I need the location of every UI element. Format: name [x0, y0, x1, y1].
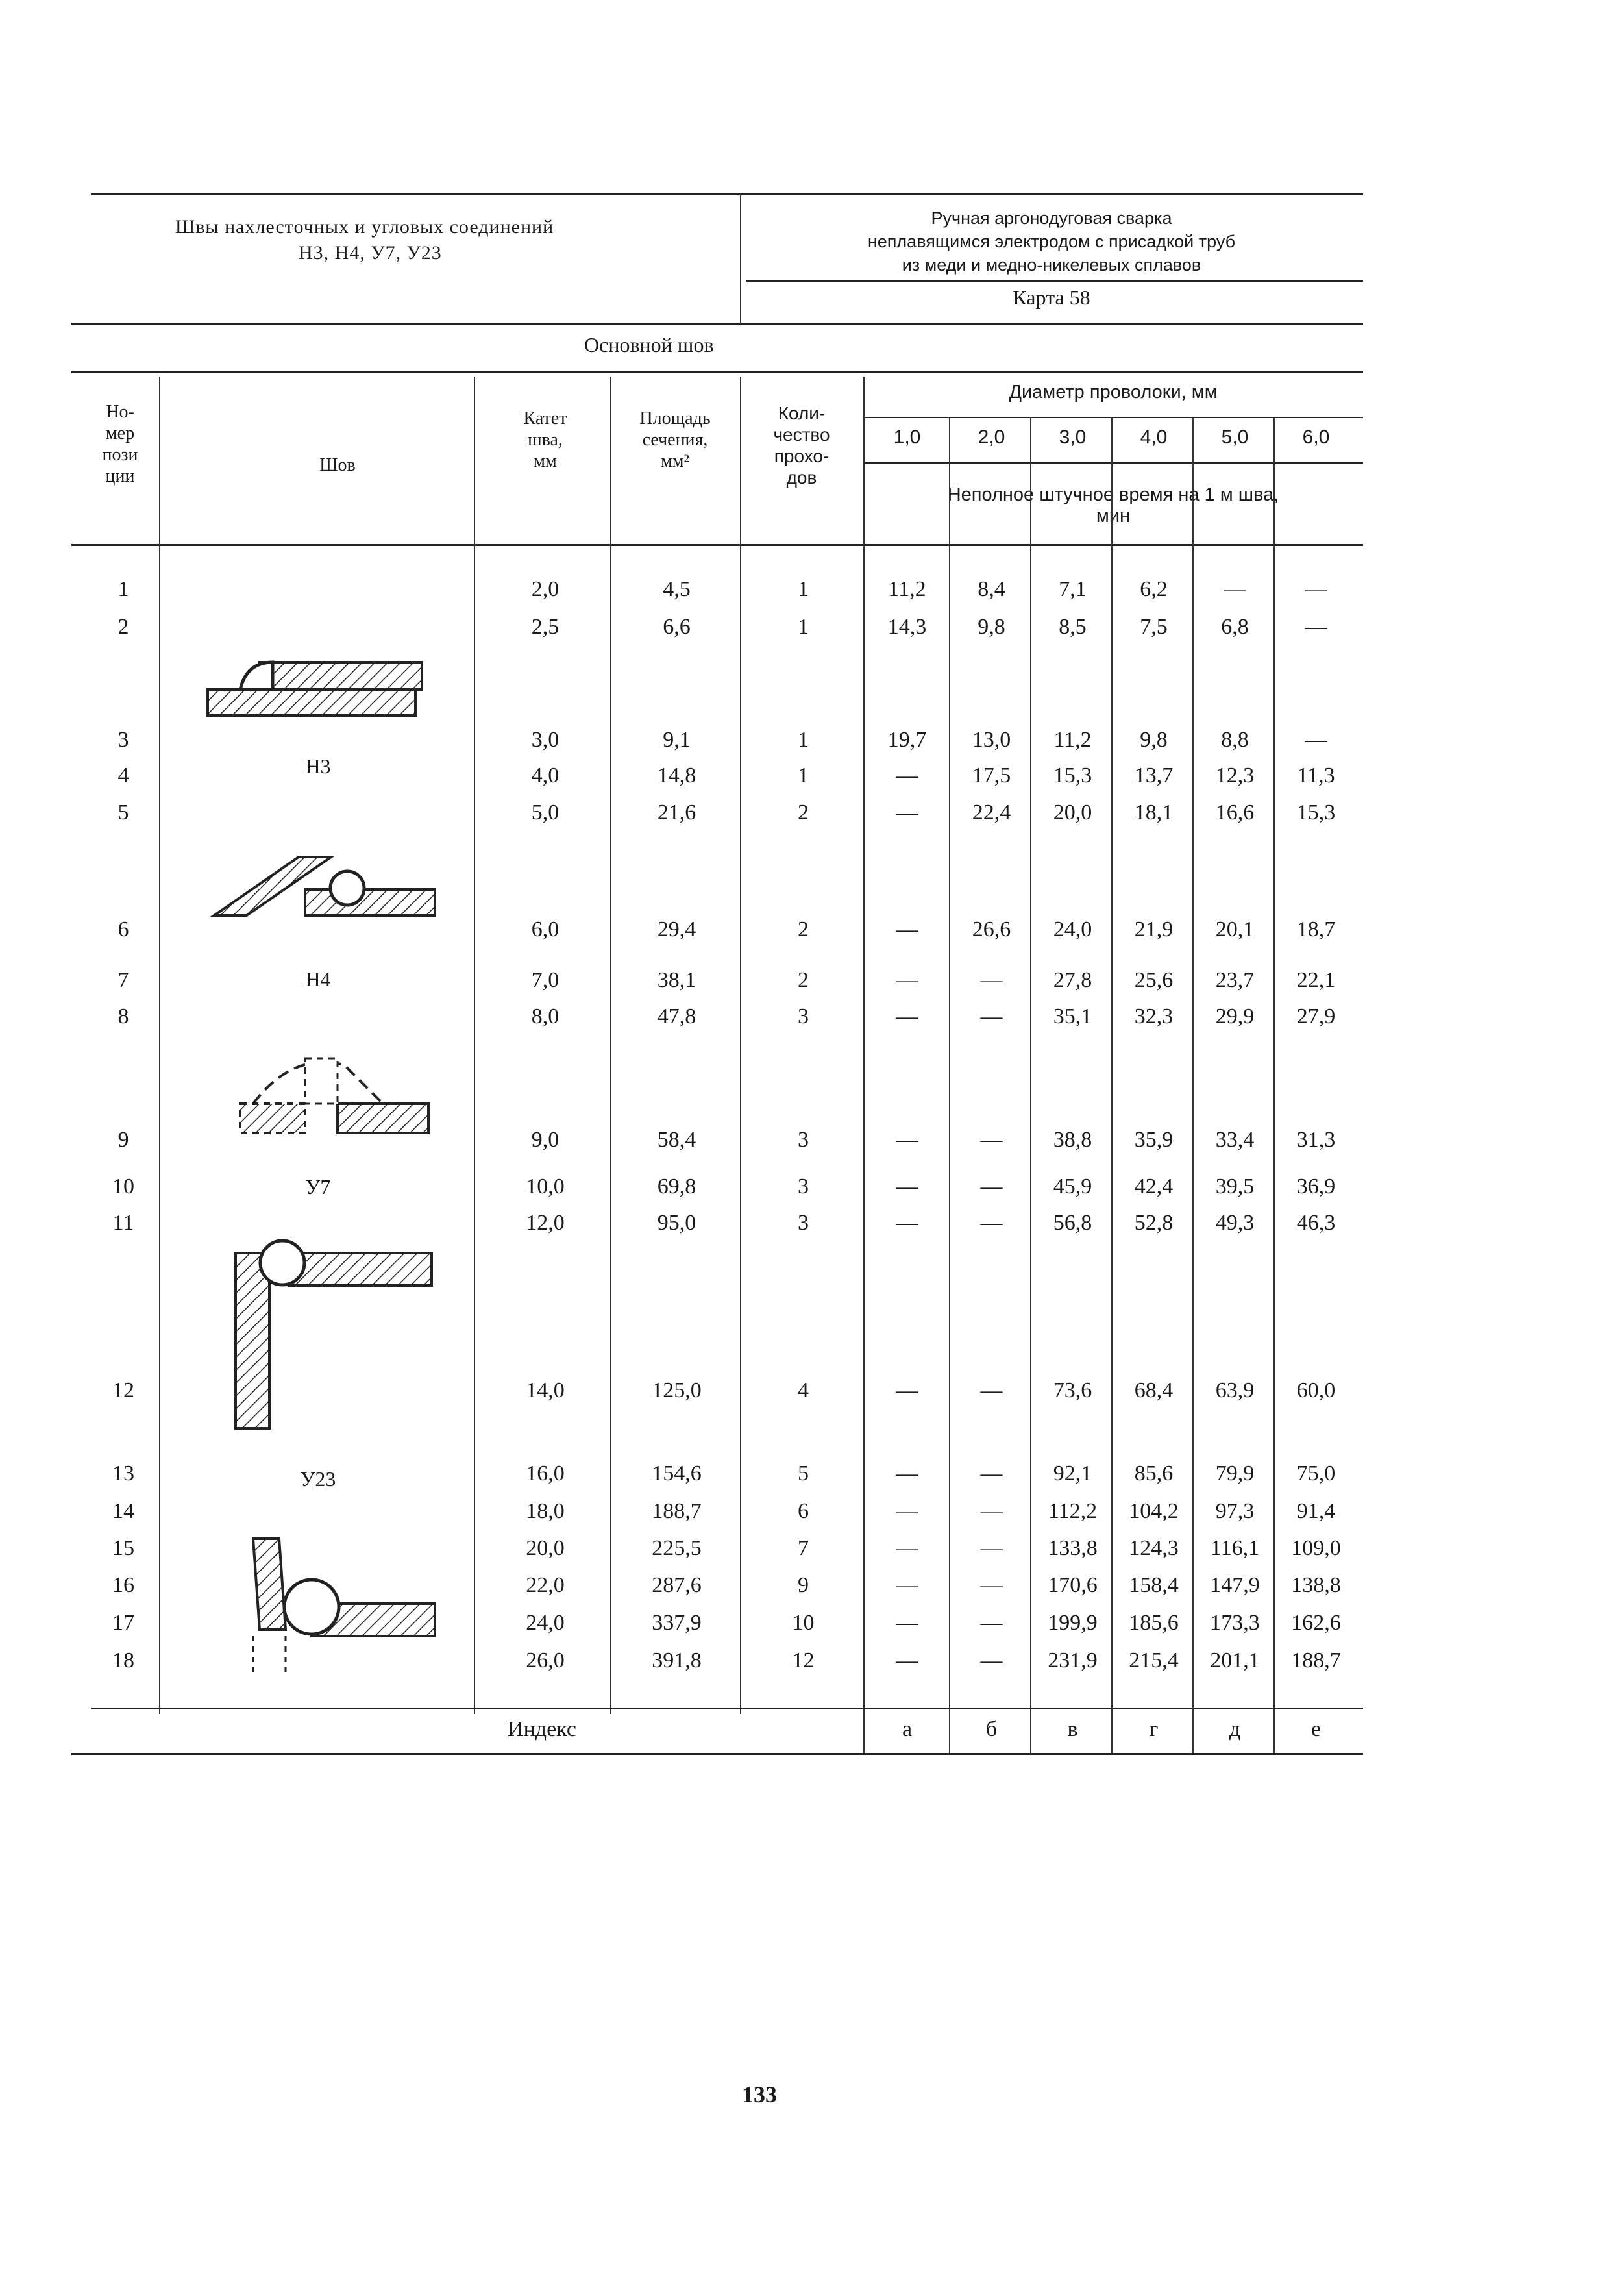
time-value: — [980, 1378, 1003, 1402]
area-value: 69,8 [657, 1174, 696, 1199]
col-header-position: Но- мер пози ции [102, 402, 138, 486]
seam-label-n3: Н3 [305, 754, 331, 778]
row-number: 6 [117, 917, 129, 941]
process-title-line1: Ручная аргонодуговая сварка [931, 208, 1172, 228]
time-value: 201,1 [1210, 1648, 1260, 1672]
index-value: а [902, 1717, 913, 1741]
time-value: — [1224, 577, 1246, 601]
time-value: — [980, 968, 1003, 992]
area-value: 337,9 [652, 1611, 702, 1635]
row-number: 3 [117, 728, 129, 752]
leg-value: 6,0 [531, 917, 560, 941]
area-value: 9,1 [663, 728, 691, 752]
time-value: — [980, 1211, 1003, 1235]
passes-value: 3 [798, 1211, 809, 1235]
row-number: 2 [117, 615, 129, 639]
leg-value: 16,0 [526, 1461, 565, 1485]
time-value: — [980, 1128, 1003, 1152]
row-number: 13 [112, 1461, 134, 1485]
col-header-seam: Шов [319, 455, 356, 475]
time-value: 6,2 [1140, 577, 1168, 601]
time-value: 109,0 [1291, 1536, 1341, 1560]
card-rule [746, 280, 1363, 282]
area-value: 125,0 [652, 1378, 702, 1402]
table-top-rule [71, 371, 1363, 373]
weld-sketch-tee [214, 1045, 435, 1143]
time-value: 12,3 [1215, 764, 1255, 788]
row-number: 11 [112, 1211, 134, 1235]
time-value: 185,6 [1129, 1611, 1179, 1635]
area-value: 38,1 [657, 968, 696, 992]
passes-value: 3 [798, 1128, 809, 1152]
time-value: 158,4 [1129, 1573, 1179, 1597]
diameter-header-cell: 5,0 [1221, 427, 1249, 448]
passes-value: 2 [798, 917, 809, 941]
time-value: 39,5 [1215, 1174, 1255, 1199]
col-divider-1 [159, 377, 160, 1714]
area-value: 95,0 [657, 1211, 696, 1235]
index-value: в [1067, 1717, 1078, 1741]
seam-type-line1: Швы нахлесточных и угловых соединений [175, 216, 554, 238]
time-value: 9,8 [978, 615, 1005, 639]
time-value: 11,2 [1053, 728, 1092, 752]
time-value: 7,5 [1140, 615, 1168, 639]
time-value: 14,3 [887, 615, 927, 639]
time-value: 188,7 [1291, 1648, 1341, 1672]
area-value: 6,6 [663, 615, 691, 639]
header-divider [740, 193, 741, 323]
section-title: Основной шов [584, 333, 714, 356]
time-value: — [980, 1461, 1003, 1485]
top-rule [91, 193, 1363, 195]
area-value: 391,8 [652, 1648, 702, 1672]
leg-value: 2,5 [531, 615, 560, 639]
leg-value: 10,0 [526, 1174, 565, 1199]
passes-value: 1 [798, 728, 809, 752]
passes-value: 6 [798, 1499, 809, 1523]
passes-value: 1 [798, 615, 809, 639]
time-value: — [896, 917, 918, 941]
row-number: 4 [117, 764, 129, 788]
time-value: 56,8 [1053, 1211, 1092, 1235]
time-value: 13,7 [1134, 764, 1174, 788]
time-value: 7,1 [1059, 577, 1087, 601]
time-value: 17,5 [972, 764, 1011, 788]
time-value: 22,4 [972, 801, 1011, 825]
time-value: 215,4 [1129, 1648, 1179, 1672]
area-value: 225,5 [652, 1536, 702, 1560]
time-value: 116,1 [1210, 1536, 1260, 1560]
area-value: 58,4 [657, 1128, 696, 1152]
time-value: 38,8 [1053, 1128, 1092, 1152]
time-value: — [980, 1499, 1003, 1523]
time-value: — [896, 968, 918, 992]
time-value: 18,1 [1134, 801, 1174, 825]
time-value: — [896, 801, 918, 825]
col-header-diameter: Диаметр проволоки, мм [1009, 382, 1218, 403]
passes-value: 3 [798, 1174, 809, 1199]
time-value: 19,7 [887, 728, 927, 752]
time-value: — [896, 1611, 918, 1635]
index-value: б [985, 1717, 998, 1741]
diameter-header-cell: 4,0 [1140, 427, 1168, 448]
weld-sketch-lap [201, 643, 435, 727]
time-value: 73,6 [1053, 1378, 1092, 1402]
weld-sketch-corner-u23 [247, 1532, 441, 1675]
row-number: 14 [112, 1499, 134, 1523]
row-number: 5 [117, 801, 129, 825]
time-value: 92,1 [1053, 1461, 1092, 1485]
time-value: 45,9 [1053, 1174, 1092, 1199]
area-value: 287,6 [652, 1573, 702, 1597]
seam-label-n4: Н4 [305, 967, 331, 991]
leg-value: 14,0 [526, 1378, 565, 1402]
passes-value: 7 [798, 1536, 809, 1560]
area-value: 47,8 [657, 1004, 696, 1028]
time-value: 60,0 [1296, 1378, 1336, 1402]
time-value: 49,3 [1215, 1211, 1255, 1235]
time-value: 23,7 [1215, 968, 1255, 992]
row-number: 9 [117, 1128, 129, 1152]
time-value: — [980, 1611, 1003, 1635]
time-value: 199,9 [1048, 1611, 1098, 1635]
time-value: 13,0 [972, 728, 1011, 752]
time-value: 170,6 [1048, 1573, 1098, 1597]
time-value: — [980, 1536, 1003, 1560]
time-value: 33,4 [1215, 1128, 1255, 1152]
time-value: 32,3 [1134, 1004, 1174, 1028]
time-value: 79,9 [1215, 1461, 1255, 1485]
leg-value: 12,0 [526, 1211, 565, 1235]
time-value: 11,2 [888, 577, 926, 601]
header-bottom-rule [71, 323, 1363, 325]
process-title-line3: из меди и медно-никелевых сплавов [902, 255, 1201, 275]
index-value: е [1310, 1717, 1322, 1741]
weld-sketch-corner-u7 [230, 1234, 438, 1435]
time-value: 24,0 [1053, 917, 1092, 941]
card-number: Карта 58 [1013, 286, 1090, 309]
time-value: 35,1 [1053, 1004, 1092, 1028]
time-value: — [1305, 728, 1327, 752]
leg-value: 5,0 [531, 801, 560, 825]
leg-value: 4,0 [531, 764, 560, 788]
row-number: 8 [117, 1004, 129, 1028]
time-value: 26,6 [972, 917, 1011, 941]
time-value: 16,6 [1215, 801, 1255, 825]
time-value: — [896, 1128, 918, 1152]
time-value: — [980, 1648, 1003, 1672]
time-value: 68,4 [1134, 1378, 1174, 1402]
area-value: 188,7 [652, 1499, 702, 1523]
col-header-time: Неполное штучное время на 1 м шва, мин [947, 484, 1279, 527]
row-number: 12 [112, 1378, 134, 1402]
leg-value: 22,0 [526, 1573, 565, 1597]
time-value: — [896, 1499, 918, 1523]
area-value: 14,8 [657, 764, 696, 788]
time-value: 25,6 [1134, 968, 1174, 992]
time-value: 15,3 [1053, 764, 1092, 788]
time-value: 22,1 [1296, 968, 1336, 992]
passes-value: 4 [798, 1378, 809, 1402]
col-divider-5 [863, 377, 865, 1753]
time-value: 35,9 [1134, 1128, 1174, 1152]
time-value: 36,9 [1296, 1174, 1336, 1199]
header-row-rule [71, 544, 1363, 546]
time-value: 31,3 [1296, 1128, 1336, 1152]
area-value: 4,5 [663, 577, 691, 601]
time-value: — [896, 1461, 918, 1485]
leg-value: 3,0 [531, 728, 560, 752]
time-value: 91,4 [1296, 1499, 1336, 1523]
time-value: 231,9 [1048, 1648, 1098, 1672]
time-value: 124,3 [1129, 1536, 1179, 1560]
time-value: 20,0 [1053, 801, 1092, 825]
row-number: 18 [112, 1648, 134, 1672]
time-value: 8,4 [978, 577, 1005, 601]
process-title-line2: неплавящимся электродом с присадкой труб [867, 232, 1236, 251]
seam-label-u7: У7 [305, 1175, 331, 1199]
time-value: — [896, 1378, 918, 1402]
time-value: 42,4 [1134, 1174, 1174, 1199]
time-value: — [896, 1573, 918, 1597]
seam-label-u23: У23 [300, 1467, 336, 1491]
time-value: — [896, 1174, 918, 1199]
col-divider-2 [474, 377, 475, 1714]
leg-value: 24,0 [526, 1611, 565, 1635]
time-value: — [980, 1004, 1003, 1028]
col-divider-3 [610, 377, 611, 1714]
passes-value: 10 [792, 1611, 815, 1635]
time-value: — [980, 1174, 1003, 1199]
leg-value: 2,0 [531, 577, 560, 601]
col-divider-4 [740, 377, 741, 1714]
time-value: 85,6 [1134, 1461, 1174, 1485]
diameter-header-cell: 3,0 [1059, 427, 1087, 448]
diameter-header-cell: 1,0 [893, 427, 921, 448]
time-value: 20,1 [1215, 917, 1255, 941]
index-label: Индекс [508, 1717, 576, 1741]
time-value: — [896, 1648, 918, 1672]
time-value: 162,6 [1291, 1611, 1341, 1635]
col-header-passes: Коли- чество прохо- дов [773, 403, 830, 488]
passes-value: 9 [798, 1573, 809, 1597]
time-value: 133,8 [1048, 1536, 1098, 1560]
passes-value: 2 [798, 968, 809, 992]
time-value: — [896, 1536, 918, 1560]
row-number: 17 [112, 1611, 134, 1635]
time-value: 9,8 [1140, 728, 1168, 752]
col-header-leg: Катет шва, мм [523, 408, 567, 471]
passes-value: 1 [798, 577, 809, 601]
time-value: 6,8 [1221, 615, 1249, 639]
diameter-rule-bottom [863, 462, 1363, 464]
diameter-rule-top [863, 417, 1363, 418]
time-value: 8,5 [1059, 615, 1087, 639]
time-value: 112,2 [1048, 1499, 1098, 1523]
page-number: 133 [742, 2081, 777, 2107]
passes-value: 12 [792, 1648, 815, 1672]
time-value: 27,9 [1296, 1004, 1336, 1028]
time-value: 18,7 [1296, 917, 1336, 941]
leg-value: 20,0 [526, 1536, 565, 1560]
time-value: 63,9 [1215, 1378, 1255, 1402]
time-value: 138,8 [1291, 1573, 1341, 1597]
time-value: — [1305, 577, 1327, 601]
index-value: г [1149, 1717, 1159, 1741]
time-value: 97,3 [1215, 1499, 1255, 1523]
area-value: 154,6 [652, 1461, 702, 1485]
time-value: 147,9 [1210, 1573, 1260, 1597]
bottom-rule [71, 1753, 1363, 1755]
row-number: 1 [117, 577, 129, 601]
time-value: 52,8 [1134, 1211, 1174, 1235]
row-number: 15 [112, 1536, 134, 1560]
passes-value: 1 [798, 764, 809, 788]
time-value: 104,2 [1129, 1499, 1179, 1523]
passes-value: 5 [798, 1461, 809, 1485]
diameter-header-cell: 2,0 [978, 427, 1005, 448]
time-value: 27,8 [1053, 968, 1092, 992]
time-value: 29,9 [1215, 1004, 1255, 1028]
index-value: д [1229, 1717, 1241, 1741]
diameter-header-cell: 6,0 [1302, 427, 1330, 448]
area-value: 29,4 [657, 917, 696, 941]
time-value: — [896, 1211, 918, 1235]
weld-sketch-flange [208, 838, 441, 935]
area-value: 21,6 [657, 801, 696, 825]
time-value: 8,8 [1221, 728, 1249, 752]
leg-value: 26,0 [526, 1648, 565, 1672]
leg-value: 9,0 [531, 1128, 560, 1152]
process-title [753, 206, 1350, 277]
leg-value: 8,0 [531, 1004, 560, 1028]
leg-value: 18,0 [526, 1499, 565, 1523]
col-divider-6 [949, 417, 950, 1753]
time-value: 15,3 [1296, 801, 1336, 825]
row-number: 7 [117, 968, 129, 992]
index-top-rule [91, 1708, 1363, 1709]
row-number: 16 [112, 1573, 134, 1597]
col-header-area: Площадь сечения, мм² [639, 408, 711, 471]
time-value: — [896, 764, 918, 788]
time-value: 11,3 [1297, 764, 1335, 788]
passes-value: 2 [798, 801, 809, 825]
time-value: — [980, 1573, 1003, 1597]
time-value: 75,0 [1296, 1461, 1336, 1485]
time-value: 173,3 [1210, 1611, 1260, 1635]
time-value: 46,3 [1296, 1211, 1336, 1235]
leg-value: 7,0 [531, 968, 560, 992]
time-value: — [896, 1004, 918, 1028]
time-value: 21,9 [1134, 917, 1174, 941]
seam-type-line2: Н3, Н4, У7, У23 [299, 242, 442, 264]
row-number: 10 [112, 1174, 134, 1199]
passes-value: 3 [798, 1004, 809, 1028]
time-value: — [1305, 615, 1327, 639]
